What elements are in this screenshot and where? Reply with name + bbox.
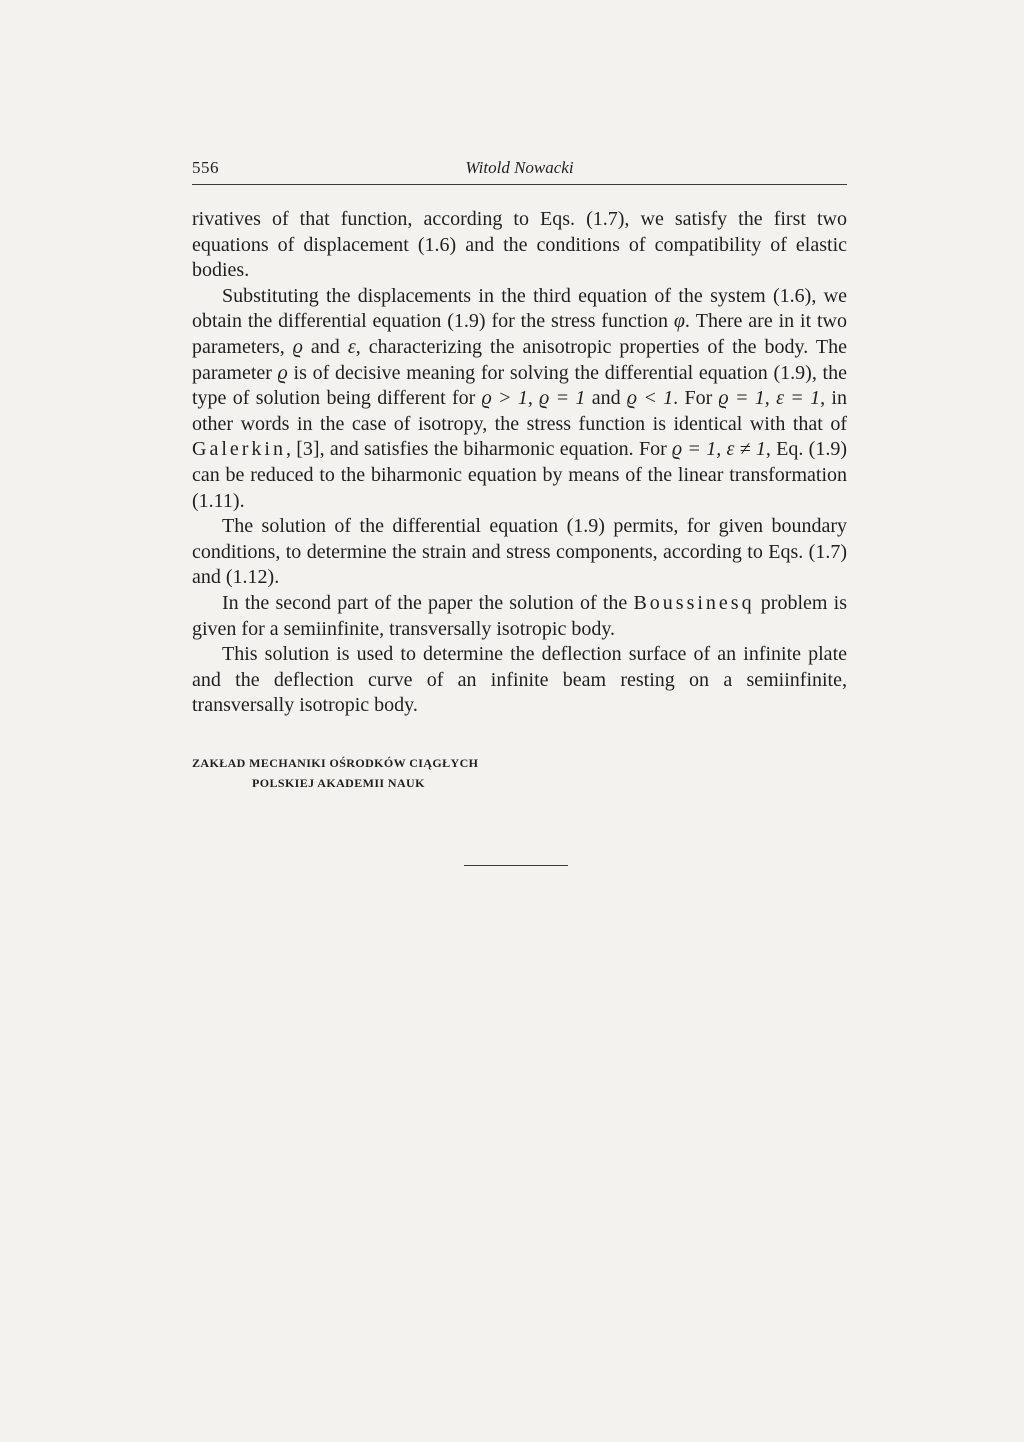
p2-text-i: , [3], and satisfies the biharmonic equation. For xyxy=(285,438,672,461)
condition-4: ϱ = 1, ε ≠ 1 xyxy=(672,438,766,461)
phi-symbol: φ xyxy=(673,310,685,333)
p2-text-h: , in other words in the case of isotropy, the stress function is identical with that of xyxy=(192,387,847,435)
condition-2: ϱ < 1 xyxy=(626,387,674,410)
p4-text-a: In the second part of the paper the solution of the xyxy=(222,591,634,614)
p2-text-f: and xyxy=(585,387,627,410)
affiliation-line-2: POLSKIEJ AKADEMII NAUK xyxy=(252,775,425,790)
p2-text-g: . For xyxy=(673,387,719,410)
p2-text-b: . There are in it two parameters, xyxy=(192,310,848,358)
end-rule xyxy=(464,865,568,866)
rho-symbol: ϱ xyxy=(277,361,288,384)
rho-symbol: ϱ xyxy=(292,335,303,358)
p2-text-a: Substituting the displacements in the third equation of the system (1.6), we obtain the differential equation (1.9) for the stress function xyxy=(192,284,847,333)
p2-text-e: is of decisive meaning for solving the differential equation (1.9), the type of solution being different for xyxy=(192,361,847,410)
p4-text-b: problem is given for a semiinfinite, transversally isotropic body. xyxy=(192,591,847,640)
condition-1: ϱ > 1, ϱ = 1 xyxy=(481,387,586,410)
paragraph-4 xyxy=(192,591,847,642)
paragraph-2 xyxy=(192,284,847,514)
paragraph-3: The solution of the differential equation (1.9) permits, for given boundary conditions, to determine the strain and stress components, according to Eqs. (1.7) and (1.12). xyxy=(192,515,847,589)
affiliation xyxy=(192,753,847,793)
epsilon-symbol: ε xyxy=(347,335,356,358)
affiliation-line-1: ZAKŁAD MECHANIKI OŚRODKÓW CIĄGŁYCH xyxy=(192,755,479,770)
page xyxy=(192,150,847,793)
p2-text-c: and xyxy=(302,335,348,358)
paragraph-1: rivatives of that function, according to Eqs. (1.7), we satisfy the first two equations of displacement (1.6) and the conditions of compatibility of elastic bodies. xyxy=(192,208,847,282)
author-name: Boussinesq xyxy=(633,591,755,614)
condition-3: ϱ = 1, ε = 1 xyxy=(718,387,821,410)
body-text xyxy=(192,207,847,719)
author-name: Galerkin xyxy=(192,438,286,461)
running-head: Witold Nowacki xyxy=(465,158,574,177)
page-header xyxy=(192,150,847,185)
paragraph-5: This solution is used to determine the deflection surface of an infinite plate and the deflection curve of an infinite beam resting on a semiinfinite, transversally isotropic body. xyxy=(192,643,847,717)
page-number: 556 xyxy=(192,158,219,177)
p2-text-d: , characterizing the anisotropic properties of the body. The parameter xyxy=(192,335,847,384)
p2-text-j: , Eq. (1.9) can be reduced to the biharmonic equation by means of the linear transformation (1.11). xyxy=(192,438,847,512)
